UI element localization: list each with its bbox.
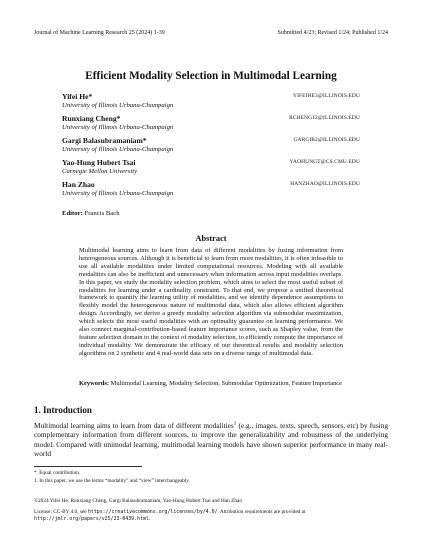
author-email: HANZHAO@ILLINOIS.EDU: [290, 181, 360, 187]
license-notice: License: CC-BY 4.0, see https://creativecommons.org/licenses/by/4.0/. Attribution requirements are provided at http://jmlr.org/papers/v25/23-0439.html.: [34, 509, 306, 522]
footnote-modality-view: 1. In this paper, we use the terms “modality” and “view” interchangeably.: [34, 478, 190, 484]
section-heading: [34, 405, 92, 415]
section-title: Introduction: [43, 405, 92, 415]
author-block: [62, 92, 360, 112]
author-name: Yao-Hung Hubert Tsai: [62, 158, 136, 167]
editor-line: [62, 210, 120, 217]
author-block: [62, 158, 360, 178]
submission-dates: Submitted 4/23; Revised 1/24; Published 1/24: [277, 30, 388, 36]
author-affiliation: University of Illinois Urbana-Champaign: [62, 102, 174, 109]
author-affiliation: University of Illinois Urbana-Champaign: [62, 190, 174, 197]
section-number: 1.: [34, 405, 41, 415]
author-email: YIFEIHE3@ILLINOIS.EDU: [293, 93, 360, 99]
author-block: [62, 136, 360, 156]
author-affiliation: University of Illinois Urbana-Champaign: [62, 146, 174, 153]
journal-header: [34, 30, 388, 36]
keywords-label: Keywords:: [79, 380, 110, 387]
editor-name: Francis Bach: [84, 210, 120, 217]
intro-paragraph: [34, 421, 388, 459]
footnote-equal-contribution: *. Equal contribution.: [34, 470, 81, 476]
footnote-marker[interactable]: 1: [233, 420, 237, 427]
abstract-heading: Abstract: [195, 234, 227, 243]
copyright-notice: ©2024 Yifei He, Runxiang Cheng, Gargi Balasubramaniam, Yao-Hung Hubert Tsai and Han Zhao: [34, 498, 243, 504]
author-email: RCHENG12@ILLINOIS.EDU: [289, 115, 360, 121]
keywords: [79, 380, 343, 388]
author-affiliation: University of Illinois Urbana-Champaign: [62, 124, 174, 131]
paper-title: Efficient Modality Selection in Multimodal Learning: [85, 70, 337, 82]
author-block: [62, 114, 360, 134]
intro-text-continued: (e.g., images, texts, speech, sensors, etc) by fusing complementary information from different sources, to improve the generalizability and robustness of the underlying model. Compared with unimodal learning, multimodal learning models have shown superior performance in many real-world: [34, 421, 388, 459]
license-link[interactable]: https://creativecommons.org/licenses/by/4.0/: [87, 509, 218, 515]
author-affiliation: Carnegie Mellon University: [62, 168, 138, 175]
journal-citation: Journal of Machine Learning Research 25 (2024) 1-39: [34, 30, 165, 36]
editor-label: Editor:: [62, 210, 83, 217]
author-name: Yifei He*: [62, 92, 93, 101]
author-block: [62, 180, 360, 200]
intro-text: Multimodal learning aims to learn from data of different modalities: [34, 421, 234, 430]
footnote-rule: [34, 466, 142, 467]
author-name: Gargi Balasubramaniam*: [62, 136, 147, 145]
paper-link[interactable]: http://jmlr.org/papers/v25/23-0439.html: [34, 515, 149, 522]
author-name: Runxiang Cheng*: [62, 114, 121, 123]
author-email: YAOHUNGT@CS.CMU.EDU: [289, 159, 360, 165]
keywords-text: Multimodal Learning, Modality Selection, Submodular Optimization, Feature Importance: [110, 380, 342, 387]
abstract-body: Multimodal learning aims to learn from data of different modalities by fusing information from heterogeneous sources. Although it is beneficial to learn from more modalities, it is often infeasible to use all available modalities under limited computational resources. Modeling with all available modalities can also be inefficient and unnecessary when information across input modalities overlaps. In this paper, we study the modality selection problem, which aims to select the most useful subset of modalities for learning under a cardinality constraint. To that end, we propose a unified theoretical framework to quantify the learning utility of modalities, and we identify dependence assumptions to flexibly model the heterogeneous nature of multimodal data, which also allows efficient algorithm design. Accordingly, we derive a greedy modality selection algorithm via submodular maximization, which selects the most useful modalities with an optimality guarantee on learning performance. We also connect marginal-contribution-based feature importance scores, such as Shapley value, from the feature selection domain to the context of modality selection, to efficiently compute the importance of individual modality. We demonstrate the efficacy of our theoretical results and modality selection algorithms on 2 synthetic and 4 real-world data sets on a diverse range of multimodal data.: [79, 247, 343, 357]
author-name: Han Zhao: [62, 180, 95, 189]
author-email: GARGIB2@ILLINOIS.EDU: [293, 137, 360, 143]
